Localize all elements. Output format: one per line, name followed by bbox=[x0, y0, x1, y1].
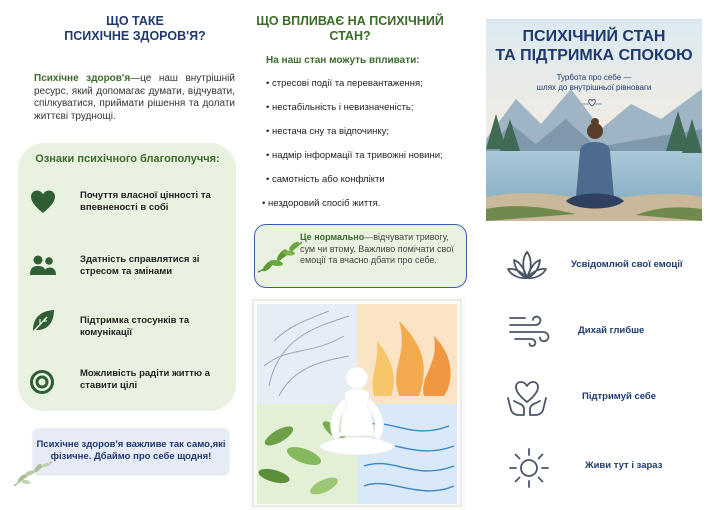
tip-support-label: Підтримуй себе bbox=[582, 391, 657, 402]
poster-subtitle-line1: Турбота про себе — bbox=[556, 73, 632, 82]
wind-icon bbox=[507, 309, 551, 353]
its-normal-text bbox=[300, 232, 460, 267]
hands-heart-icon bbox=[505, 376, 549, 420]
poster-subtitle-line2: шлях до внутрішньої рівноваги bbox=[536, 83, 652, 92]
self-care-note-text: Психічне здоров'я важливе так само,які фізичне. Дбаймо про себе щодня! bbox=[36, 438, 226, 462]
factor-item: • стресові події та перевантаження; bbox=[266, 78, 423, 89]
column1-title bbox=[40, 14, 230, 44]
sign-enjoy-life: Можливість радіти життю а ставити цілі bbox=[80, 368, 210, 391]
column2-title-line1: ЩО ВПЛИВАЄ НА ПСИХІЧНИЙ bbox=[256, 14, 444, 28]
green-leaves-icon bbox=[256, 238, 304, 276]
column2-title-line2: СТАН? bbox=[329, 29, 371, 43]
column2-title bbox=[250, 14, 450, 44]
column1-title-line1: ЩО ТАКЕ bbox=[106, 14, 164, 28]
its-normal-rest: —відчувати тривогу, сум чи втому. Важливо помічати свої емоції та вчасно дбати про себе. bbox=[300, 232, 454, 265]
sign-self-worth: Почуття власної цінності та впевненості в собі bbox=[80, 190, 211, 213]
factor-item: • надмір інформації та тривожні новини; bbox=[266, 150, 443, 161]
definition-text: —це наш внутрішній ресурс, який допомагає думати, відчувати, спілкуватися, приймати рішення та долати життєві труднощі. bbox=[34, 73, 235, 122]
factor-item: • нездоровий спосіб життя. bbox=[262, 198, 381, 209]
people-icon bbox=[29, 252, 57, 280]
definition-term: Психічне здоров'я bbox=[34, 73, 131, 84]
sign-relationships: Підтримка стосунків та комунікації bbox=[80, 315, 190, 338]
tip-breathe-label: Дихай глибше bbox=[578, 325, 645, 336]
poster-title-line1: ПСИХІЧНИЙ СТАН bbox=[522, 28, 666, 45]
sun-icon bbox=[507, 446, 551, 490]
lotus-icon bbox=[505, 244, 549, 288]
meditation-artwork bbox=[249, 296, 465, 510]
target-icon bbox=[28, 368, 56, 396]
mental-health-definition bbox=[34, 73, 235, 123]
leaf-sprig-icon bbox=[10, 456, 56, 488]
heart-icon bbox=[29, 188, 57, 216]
sign-stress-coping: Здатність справлятися зі стресом та змінами bbox=[80, 254, 200, 277]
factors-subtitle: На наш стан можуть впливати: bbox=[266, 55, 420, 66]
wellbeing-signs-title: Ознаки психічного благополуччя: bbox=[35, 153, 220, 165]
column1-title-line2: ПСИХІЧНЕ ЗДОРОВ'Я? bbox=[64, 29, 206, 43]
poster-title-line2: ТА ПІДТРИМКА СПОКОЮ bbox=[495, 47, 693, 64]
factor-item: • нестабільність і невизначеність; bbox=[266, 102, 414, 113]
self-care-note bbox=[33, 428, 229, 474]
leaf-icon bbox=[29, 307, 57, 335]
small-heart-icon bbox=[582, 94, 602, 106]
tip-present-label: Живи тут і зараз bbox=[585, 460, 663, 471]
its-normal-bold: Це нормально bbox=[300, 232, 365, 242]
tip-emotions-label: Усвідомлюй свої емоції bbox=[571, 259, 683, 270]
poster-title bbox=[486, 27, 702, 65]
factor-item: • самотність або конфлікти bbox=[266, 174, 385, 185]
poster-subtitle bbox=[486, 73, 702, 93]
factor-item: • нестача сну та відпочинку; bbox=[266, 126, 390, 137]
